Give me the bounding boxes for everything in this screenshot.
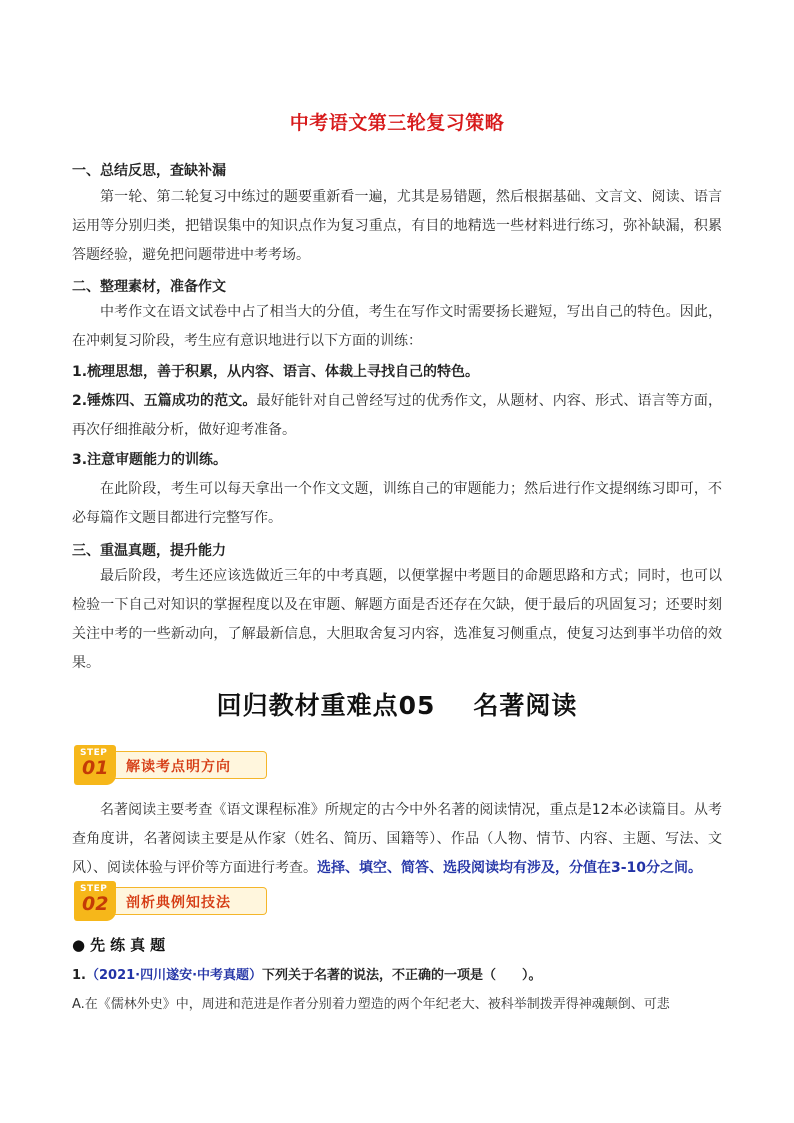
chapter-title-main: 回归教材重难点05 <box>216 691 436 720</box>
step-01-paragraph <box>72 796 722 883</box>
step-01-paragraph-highlight: 选择、填空、简答、选段阅读均有涉及，分值在3-10分之间。 <box>317 860 703 876</box>
section-heading-2: 二、整理素材，准备作文 <box>72 279 226 295</box>
question-1-option-a: A.在《儒林外史》中，周进和范进是作者分别着力塑造的两个年纪老大、被科举制拨弄得神魂颠倒、可悲 <box>72 997 670 1012</box>
step-02-banner <box>74 881 264 921</box>
practice-heading: ●先练真题 <box>72 936 171 954</box>
step-01-label: STEP <box>80 748 108 758</box>
training-item-2-heading: 2.锤炼四、五篇成功的范文。 <box>72 393 257 409</box>
training-item-2-text: 最好能针对自己曾经写过的优秀作文，从题材、内容、形式、语言等方面，再次仔细推敲分析，做好迎考准备。 <box>72 393 723 438</box>
step-02-title-bar <box>112 887 267 915</box>
training-item-2 <box>72 387 722 445</box>
section-3-paragraph: 最后阶段，考生还应该选做近三年的中考真题，以便掌握中考题目的命题思路和方式；同时，也可以检验一下自己对知识的掌握程度以及在审题、解题方面是否还存在欠缺，便于最后的巩固复习；还要时刻关注中考的一些新动向，了解最新信息，大胆取舍复习内容，选准复习侧重点，使复习达到事半功倍的效果。 <box>72 568 722 671</box>
section-1-paragraph: 第一轮、第二轮复习中练过的题要重新看一遍，尤其是易错题，然后根据基础、文言文、阅读、语言运用等分别归类，把错误集中的知识点作为复习重点，有目的地精选一些材料进行练习，弥补缺漏，积累答题经验，避免把问题带进中考考场。 <box>72 189 722 263</box>
step-02-number: 02 <box>82 893 109 915</box>
step-01-number: 01 <box>82 757 109 779</box>
document-title: 中考语文第三轮复习策略 <box>289 112 505 134</box>
training-item-3-paragraph: 在此阶段，考生可以每天拿出一个作文文题，训练自己的审题能力；然后进行作文提纲练习即可，不必每篇作文题目都进行完整写作。 <box>72 481 722 526</box>
step-01-badge <box>74 745 116 785</box>
step-01-title: 解读考点明方向 <box>126 759 231 775</box>
question-1-number: 1. <box>72 968 86 983</box>
section-heading-3: 三、重温真题，提升能力 <box>72 543 226 559</box>
section-heading-1: 一、总结反思，查缺补漏 <box>72 163 226 179</box>
training-item-3: 3.注意审题能力的训练。 <box>72 452 228 468</box>
step-01-banner <box>74 745 264 785</box>
step-01-title-bar <box>112 751 267 779</box>
step-02-badge <box>74 881 116 921</box>
section-2-paragraph: 中考作文在语文试卷中占了相当大的分值，考生在写作文时需要扬长避短，写出自己的特色。因此，在冲刺复习阶段，考生应有意识地进行以下方面的训练： <box>72 304 722 349</box>
step-02-label: STEP <box>80 884 108 894</box>
step-01-paragraph-text: 名著阅读主要考查《语文课程标准》所规定的古今中外名著的阅读情况，重点是12本必读篇目。从考查角度讲，名著阅读主要是从作家（姓名、简历、国籍等）、作品（人物、情节、内容、主题、写法、文风）、阅读体验与评价等方面进行考查。 <box>72 802 722 876</box>
step-02-title: 剖析典例知技法 <box>126 895 231 911</box>
training-item-1: 1.梳理思想，善于积累，从内容、语言、体裁上寻找自己的特色。 <box>72 364 480 380</box>
question-1-source: （2021·四川遂安·中考真题） <box>85 968 263 983</box>
question-1 <box>72 964 542 983</box>
chapter-title <box>0 686 794 722</box>
chapter-title-topic: 名著阅读 <box>473 691 578 720</box>
question-1-stem: 下列关于名著的说法，不正确的一项是（ ）。 <box>262 968 542 983</box>
